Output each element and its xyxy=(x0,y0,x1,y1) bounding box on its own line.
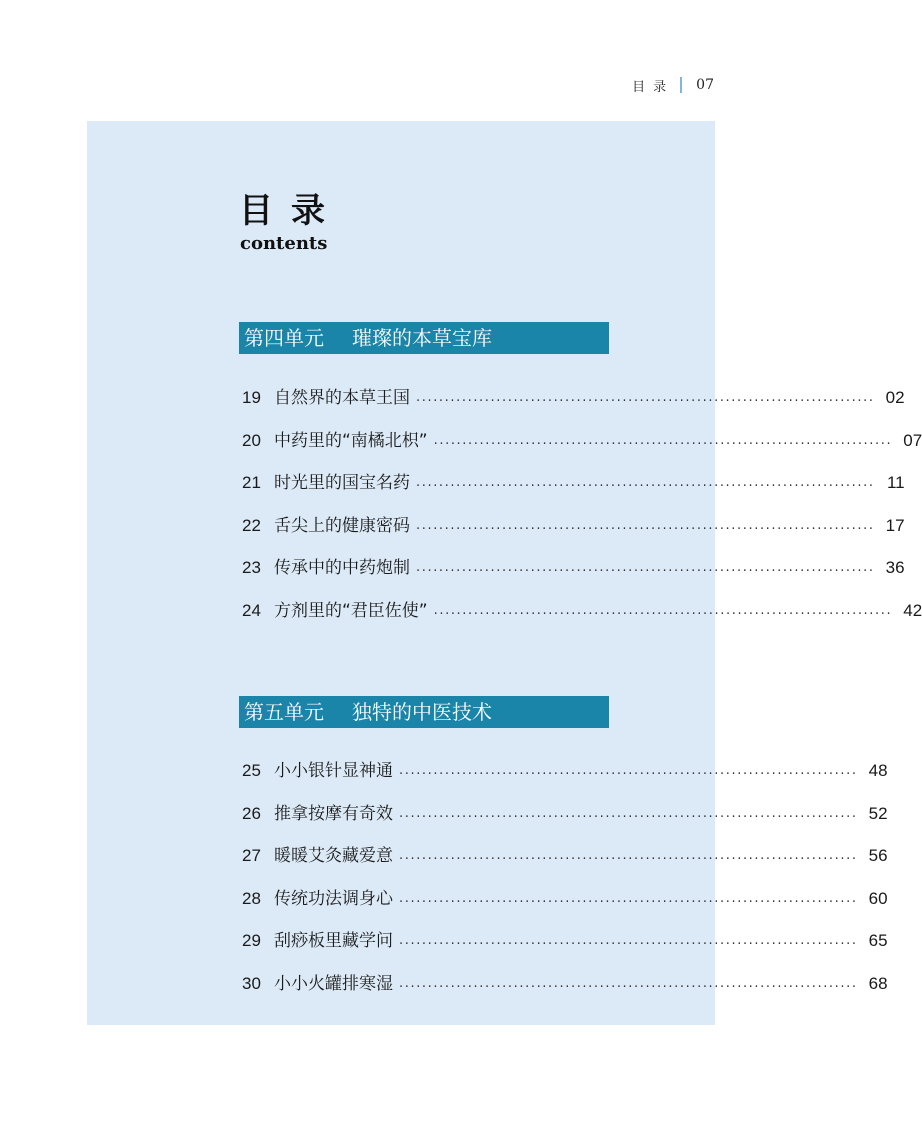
toc-entry[interactable] xyxy=(242,841,888,884)
toc-entry-page: 48 xyxy=(868,761,888,780)
toc-entry[interactable] xyxy=(242,511,905,554)
toc-entry-title: 小小火罐排寒湿 xyxy=(274,973,393,994)
toc-entry-page: 11 xyxy=(886,473,905,493)
toc-entry-title: 推拿按摩有奇效 xyxy=(274,803,393,824)
dot-leader: ................................................................................ xyxy=(399,763,858,778)
toc-entry-page: 60 xyxy=(868,888,888,908)
dot-leader: ................................................................................ xyxy=(399,848,858,864)
toc-entry[interactable] xyxy=(242,468,905,511)
dot-leader: ................................................................................ xyxy=(416,560,875,576)
header-divider xyxy=(680,77,682,93)
dot-leader: ................................................................................ xyxy=(416,517,875,533)
unit-5-list xyxy=(242,756,888,1012)
toc-entry-number: 19 xyxy=(242,388,261,407)
toc-entry-title: 传统功法调身心 xyxy=(274,888,393,909)
toc-subtitle: contents xyxy=(240,233,328,254)
toc-entry[interactable] xyxy=(242,926,888,969)
toc-entry[interactable] xyxy=(242,969,888,1012)
toc-entry-number: 30 xyxy=(242,973,261,993)
dot-leader: ................................................................................ xyxy=(399,975,858,991)
unit-name: 第五单元 xyxy=(244,700,324,724)
toc-entry-page: 52 xyxy=(868,803,888,823)
unit-theme: 璀璨的本草宝库 xyxy=(352,326,492,350)
toc-entry-title: 自然界的本草王国 xyxy=(274,388,410,408)
toc-entry-title: 刮痧板里藏学问 xyxy=(274,931,393,952)
dot-leader: ................................................................................ xyxy=(399,805,858,821)
toc-entry-page: 42 xyxy=(903,600,922,620)
toc-entry-title: 中药里的“南橘北枳” xyxy=(274,430,428,451)
toc-entry-page: 36 xyxy=(885,558,905,578)
dot-leader: ................................................................................ xyxy=(433,602,893,618)
toc-title: 目录 xyxy=(239,191,343,231)
toc-entry-number: 23 xyxy=(242,558,261,578)
toc-entry-title: 方剂里的“君臣佐使” xyxy=(274,600,428,621)
toc-entry-title: 暖暖艾灸藏爱意 xyxy=(274,846,393,867)
toc-panel xyxy=(87,121,922,1025)
dot-leader: ................................................................................ xyxy=(399,890,858,906)
toc-entry-number: 22 xyxy=(242,515,261,535)
toc-entry-number: 24 xyxy=(242,600,261,620)
toc-entry-page: 07 xyxy=(903,430,922,450)
toc-entry-number: 26 xyxy=(242,803,261,823)
unit-header-4 xyxy=(239,322,609,354)
toc-entry[interactable] xyxy=(242,799,888,842)
toc-entry-number: 29 xyxy=(242,931,261,951)
toc-entry-page: 68 xyxy=(868,973,888,993)
toc-entry-page: 02 xyxy=(885,388,905,407)
unit-theme: 独特的中医技术 xyxy=(352,700,492,724)
unit-4-list xyxy=(242,383,922,639)
toc-entry[interactable] xyxy=(242,884,888,927)
toc-entry-number: 25 xyxy=(242,761,261,780)
dot-leader: ................................................................................ xyxy=(416,475,875,491)
unit-name: 第四单元 xyxy=(244,326,324,350)
toc-entry-number: 20 xyxy=(242,430,261,450)
dot-leader: ................................................................................ xyxy=(433,432,893,448)
toc-entry-page: 17 xyxy=(885,515,905,535)
toc-entry-title: 舌尖上的健康密码 xyxy=(274,515,410,536)
toc-entry[interactable] xyxy=(242,553,905,596)
running-header xyxy=(632,74,714,96)
toc-entry-page: 65 xyxy=(868,931,888,951)
unit-header-5 xyxy=(239,696,609,728)
toc-entry-title: 传承中的中药炮制 xyxy=(274,558,410,579)
toc-entry[interactable] xyxy=(242,756,888,799)
toc-entry-page: 56 xyxy=(868,846,888,866)
toc-entry-number: 21 xyxy=(242,473,261,493)
toc-entry[interactable] xyxy=(242,426,922,469)
header-page-number: 07 xyxy=(696,77,714,93)
toc-entry-title: 时光里的国宝名药 xyxy=(274,473,410,494)
header-title: 目录 xyxy=(632,79,675,95)
dot-leader: ................................................................................ xyxy=(416,390,875,405)
toc-entry[interactable] xyxy=(242,383,905,426)
toc-entry[interactable] xyxy=(242,596,922,639)
toc-entry-number: 28 xyxy=(242,888,261,908)
dot-leader: ................................................................................ xyxy=(399,933,858,949)
toc-entry-number: 27 xyxy=(242,846,261,866)
toc-entry-title: 小小银针显神通 xyxy=(274,761,393,781)
